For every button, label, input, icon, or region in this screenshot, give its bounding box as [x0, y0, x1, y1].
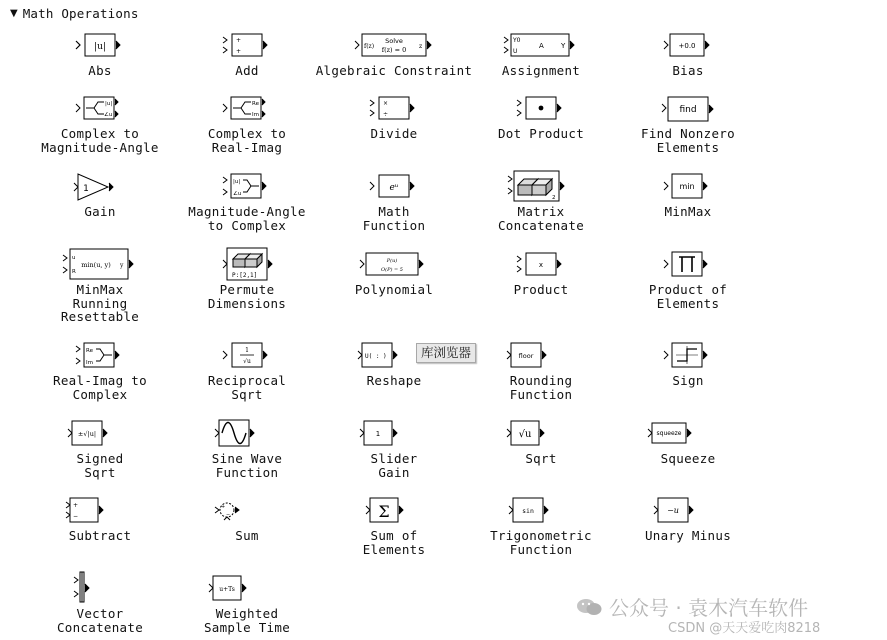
svg-text:find: find: [679, 105, 697, 115]
rounding-function-block-icon: [518, 342, 561, 374]
svg-text:+: +: [221, 504, 226, 510]
svg-text:Im: Im: [86, 360, 93, 366]
block-label: Matrix Concatenate: [497, 204, 585, 233]
svg-text:√u: √u: [518, 429, 532, 440]
block-label: Bias: [672, 63, 704, 78]
svg-text:2: 2: [552, 195, 556, 201]
block-label: Gain: [84, 204, 116, 219]
block-label: Sine Wave Function: [211, 451, 283, 480]
block-label: Sum of Elements: [362, 528, 426, 557]
block-label: Squeeze: [660, 451, 716, 466]
watermark-csdn: CSDN @天天爱吃肉8218: [668, 621, 821, 636]
block-label: Add: [235, 63, 259, 78]
sqrt-block-icon: [518, 420, 561, 452]
svg-text:−u: −u: [667, 506, 679, 515]
reshape-block-icon: [365, 342, 414, 374]
block-label: Product of Elements: [648, 282, 728, 311]
svg-text:×: ×: [383, 100, 389, 107]
svg-text:squeeze: squeeze: [656, 430, 682, 437]
svg-text:Y0: Y0: [513, 37, 521, 44]
bias-block-icon: [668, 32, 708, 64]
block-label: Sign: [672, 373, 704, 388]
block-label: Algebraic Constraint: [315, 63, 473, 78]
add-block-icon: [227, 32, 267, 64]
abs-block-icon: [80, 32, 120, 64]
block-label: Unary Minus: [644, 528, 732, 543]
minmax-block-icon: [668, 173, 708, 205]
svg-text:A: A: [539, 42, 544, 50]
svg-text:u+Ts: u+Ts: [219, 586, 235, 593]
block-label: Slider Gain: [370, 451, 418, 480]
svg-text:1: 1: [245, 347, 249, 354]
svg-text:O(P) = 5: O(P) = 5: [381, 267, 403, 273]
reciprocal-sqrt-block-icon: [227, 342, 267, 374]
block-label: Find Nonzero Elements: [641, 126, 735, 155]
svg-text:Re: Re: [86, 348, 93, 354]
sum-block-icon: [221, 497, 267, 529]
svg-text:+: +: [236, 37, 242, 44]
wechat-icon: [575, 597, 603, 617]
signed-sqrt-block-icon: [77, 420, 120, 452]
block-label: Rounding Function: [509, 373, 573, 402]
block-label: Reshape: [366, 373, 422, 388]
find-nonzero-block-icon: [666, 95, 710, 127]
svg-text:R: R: [72, 269, 76, 275]
section-header-math-operations[interactable]: [10, 4, 139, 22]
library-browser-tooltip: 库浏览器: [416, 343, 476, 363]
svg-text:Solve: Solve: [385, 37, 403, 45]
complex-to-magnitude-angle-block-icon: [80, 95, 120, 127]
math-function-block-icon: [374, 173, 414, 205]
svg-text:|u|: |u|: [94, 42, 106, 52]
svg-text:min: min: [679, 182, 695, 191]
sum-of-elements-block-icon: [374, 497, 414, 529]
svg-text:P(u): P(u): [386, 258, 398, 264]
magnitude-angle-to-complex-block-icon: [227, 173, 267, 205]
block-label: Permute Dimensions: [207, 282, 287, 311]
weighted-sample-time-block-icon: [219, 575, 267, 607]
svg-text:U: U: [513, 48, 518, 55]
subtract-block-icon: [73, 497, 120, 529]
minmax-running-resettable-block-icon: [65, 251, 135, 283]
section-title: Math Operations: [22, 5, 139, 21]
svg-text:÷: ÷: [383, 111, 389, 118]
svg-text:Σ: Σ: [378, 502, 390, 521]
svg-text:+: +: [236, 48, 242, 55]
block-label: Polynomial: [354, 282, 434, 297]
block-label: Real-Imag to Complex: [53, 373, 147, 402]
svg-text:|u|: |u|: [233, 179, 241, 185]
collapse-triangle-icon[interactable]: ▼: [10, 7, 18, 19]
sine-wave-function-block-icon: [227, 420, 267, 452]
block-label: Trigonometric Function: [490, 528, 592, 557]
svg-text:x: x: [538, 261, 544, 269]
block-label: Dot Product: [497, 126, 585, 141]
block-label: Reciprocal Sqrt: [207, 373, 287, 402]
block-label: MinMax: [664, 204, 712, 219]
block-label: Subtract: [68, 528, 132, 543]
complex-to-real-imag-block-icon: [227, 95, 267, 127]
svg-text:Im: Im: [252, 112, 259, 118]
trigonometric-function-block-icon: [521, 497, 561, 529]
svg-text:±√|u|: ±√|u|: [77, 430, 97, 438]
block-label: Complex to Magnitude-Angle: [41, 126, 159, 155]
assignment-block-icon: [506, 32, 576, 64]
block-label: Vector Concatenate: [56, 606, 144, 635]
svg-text:∠u: ∠u: [233, 191, 242, 197]
gain-block-icon: [80, 173, 120, 205]
svg-text:Y: Y: [561, 42, 566, 50]
svg-text:z: z: [419, 43, 423, 50]
svg-text:+: +: [73, 502, 79, 509]
block-label: Abs: [88, 63, 112, 78]
slider-gain-block-icon: [374, 420, 414, 452]
matrix-concatenate-block-icon: [516, 173, 566, 205]
block-label: Math Function: [362, 204, 426, 233]
block-label: MinMax Running Resettable: [60, 282, 140, 324]
block-label: Divide: [370, 126, 418, 141]
dot-product-block-icon: [521, 95, 561, 127]
svg-text:Re: Re: [252, 101, 259, 107]
vector-concatenate-block-icon: [80, 575, 120, 607]
svg-text:−: −: [73, 513, 79, 520]
block-label: Sum: [235, 528, 259, 543]
svg-text:1: 1: [375, 430, 381, 438]
block-label: Magnitude-Angle to Complex: [188, 204, 306, 233]
block-label: Weighted Sample Time: [203, 606, 291, 635]
svg-text:min(u, y): min(u, y): [81, 261, 111, 269]
svg-text:|u|: |u|: [105, 101, 113, 107]
squeeze-block-icon: [656, 420, 708, 452]
product-of-elements-block-icon: [668, 251, 708, 283]
svg-text:−: −: [226, 512, 231, 518]
svg-text:f(z) = 0: f(z) = 0: [381, 46, 407, 54]
svg-text:floor: floor: [518, 352, 534, 360]
svg-text:P:[2,1]: P:[2,1]: [232, 272, 258, 279]
permute-dimensions-block-icon: [225, 251, 269, 283]
svg-text:U( : ): U( : ): [365, 353, 387, 360]
block-label: Product: [513, 282, 569, 297]
sign-block-icon: [668, 342, 708, 374]
product-block-icon: [521, 251, 561, 283]
svg-text:y: y: [120, 262, 124, 269]
watermark-text: 公众号 · 袁木汽车软件: [609, 596, 809, 620]
block-label: Assignment: [501, 63, 581, 78]
svg-text:1: 1: [83, 184, 89, 194]
svg-text:eᵘ: eᵘ: [389, 183, 399, 193]
svg-text:f(z): f(z): [364, 43, 375, 50]
algebraic-constraint-block-icon: [359, 32, 429, 64]
unary-minus-block-icon: [668, 497, 708, 529]
block-label: Sqrt: [525, 451, 557, 466]
svg-text:√u: √u: [243, 358, 251, 365]
svg-text:sin: sin: [522, 507, 534, 515]
svg-text:∠u: ∠u: [104, 112, 113, 118]
svg-text:+0.0: +0.0: [678, 42, 696, 50]
real-imag-to-complex-block-icon: [80, 342, 120, 374]
divide-block-icon: [374, 95, 414, 127]
block-label: Signed Sqrt: [76, 451, 124, 480]
svg-text:u: u: [72, 255, 76, 261]
block-label: Complex to Real-Imag: [207, 126, 287, 155]
polynomial-block-icon: [364, 251, 424, 283]
